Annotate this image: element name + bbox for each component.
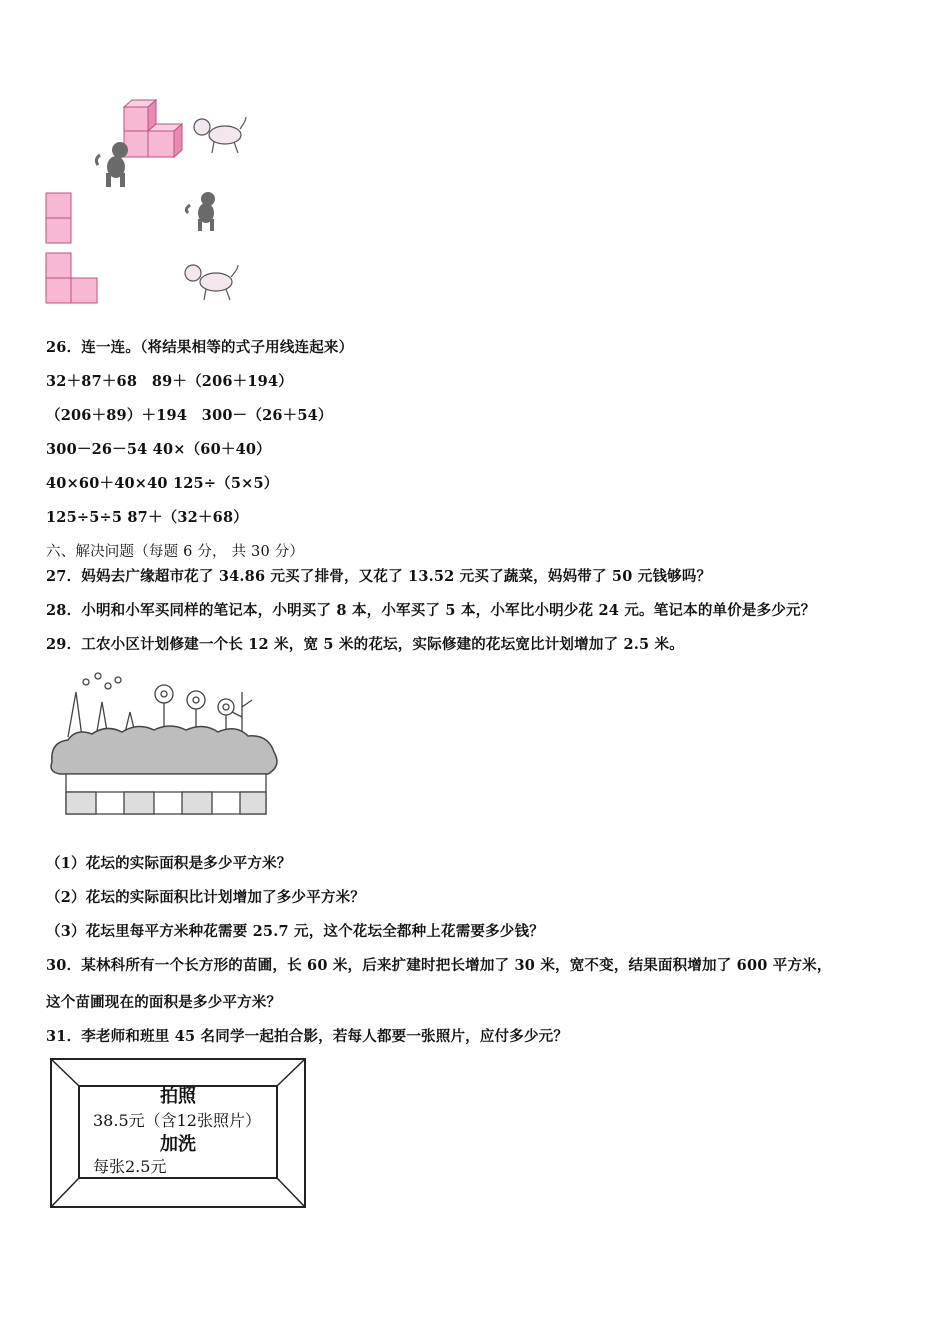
cube-icon: [124, 100, 182, 157]
price-board: [50, 1058, 306, 1208]
dog-icon: [194, 117, 246, 153]
price-text-reprint: 每张2.5元: [93, 1157, 167, 1176]
q30-line1: 30．某林科所有一个长方形的苗圃，长 60 米，后来扩建时把长增加了 30 米，宽不变，结果面积增加了 600 平方米，: [46, 957, 832, 974]
q26-row: 300－26－54 40×（60＋40）: [46, 441, 271, 458]
cube-icon: [46, 253, 97, 303]
monkey-icon: [186, 192, 215, 231]
cube-figure: [40, 95, 260, 310]
q29-title: 29．工农小区计划修建一个长 12 米，宽 5 米的花坛，实际修建的花坛宽比计划增加了 2.5 米。: [46, 636, 684, 653]
price-title-photo: 拍照: [160, 1086, 196, 1107]
q26-row: 40×60＋40×40 125÷（5×5）: [46, 475, 279, 492]
q28: 28．小明和小军买同样的笔记本，小明买了 8 本，小军买了 5 本，小军比小明少花 24 元。笔记本的单价是多少元？: [46, 602, 816, 619]
cube-icon: [46, 193, 71, 243]
flower-bed-figure: [46, 662, 286, 820]
price-title-reprint: 加洗: [160, 1134, 196, 1155]
q30-line2: 这个苗圃现在的面积是多少平方米？: [46, 994, 282, 1011]
dog-icon: [185, 265, 238, 300]
monkey-icon: [96, 142, 128, 187]
section-title: 六、解决问题（每题 6 分， 共 30 分）: [46, 544, 305, 560]
q26-title: 26．连一连。（将结果相等的式子用线连起来）: [46, 339, 354, 356]
fence-icon: [66, 774, 266, 814]
q31: 31．李老师和班里 45 名同学一起拍合影，若每人都要一张照片，应付多少元？: [46, 1028, 569, 1045]
q29-sub3: （3）花坛里每平方米种花需要 25.7 元，这个花坛全都种上花需要多少钱？: [46, 923, 544, 940]
bush-icon: [51, 726, 277, 774]
price-text-photo: 38.5元（含12张照片）: [93, 1111, 261, 1130]
q26-row: 125÷5÷5 87＋（32＋68）: [46, 509, 248, 526]
q27: 27．妈妈去广缘超市花了 34.86 元买了排骨，又花了 13.52 元买了蔬菜，妈妈带了 50 元钱够吗？: [46, 568, 712, 585]
q29-sub1: （1）花坛的实际面积是多少平方米？: [46, 855, 292, 872]
q29-sub2: （2）花坛的实际面积比计划增加了多少平方米？: [46, 889, 365, 906]
q26-row: 32＋87＋68 89＋（206＋194）: [46, 373, 293, 390]
q26-row: （206＋89）＋194 300－（26＋54）: [46, 407, 333, 424]
